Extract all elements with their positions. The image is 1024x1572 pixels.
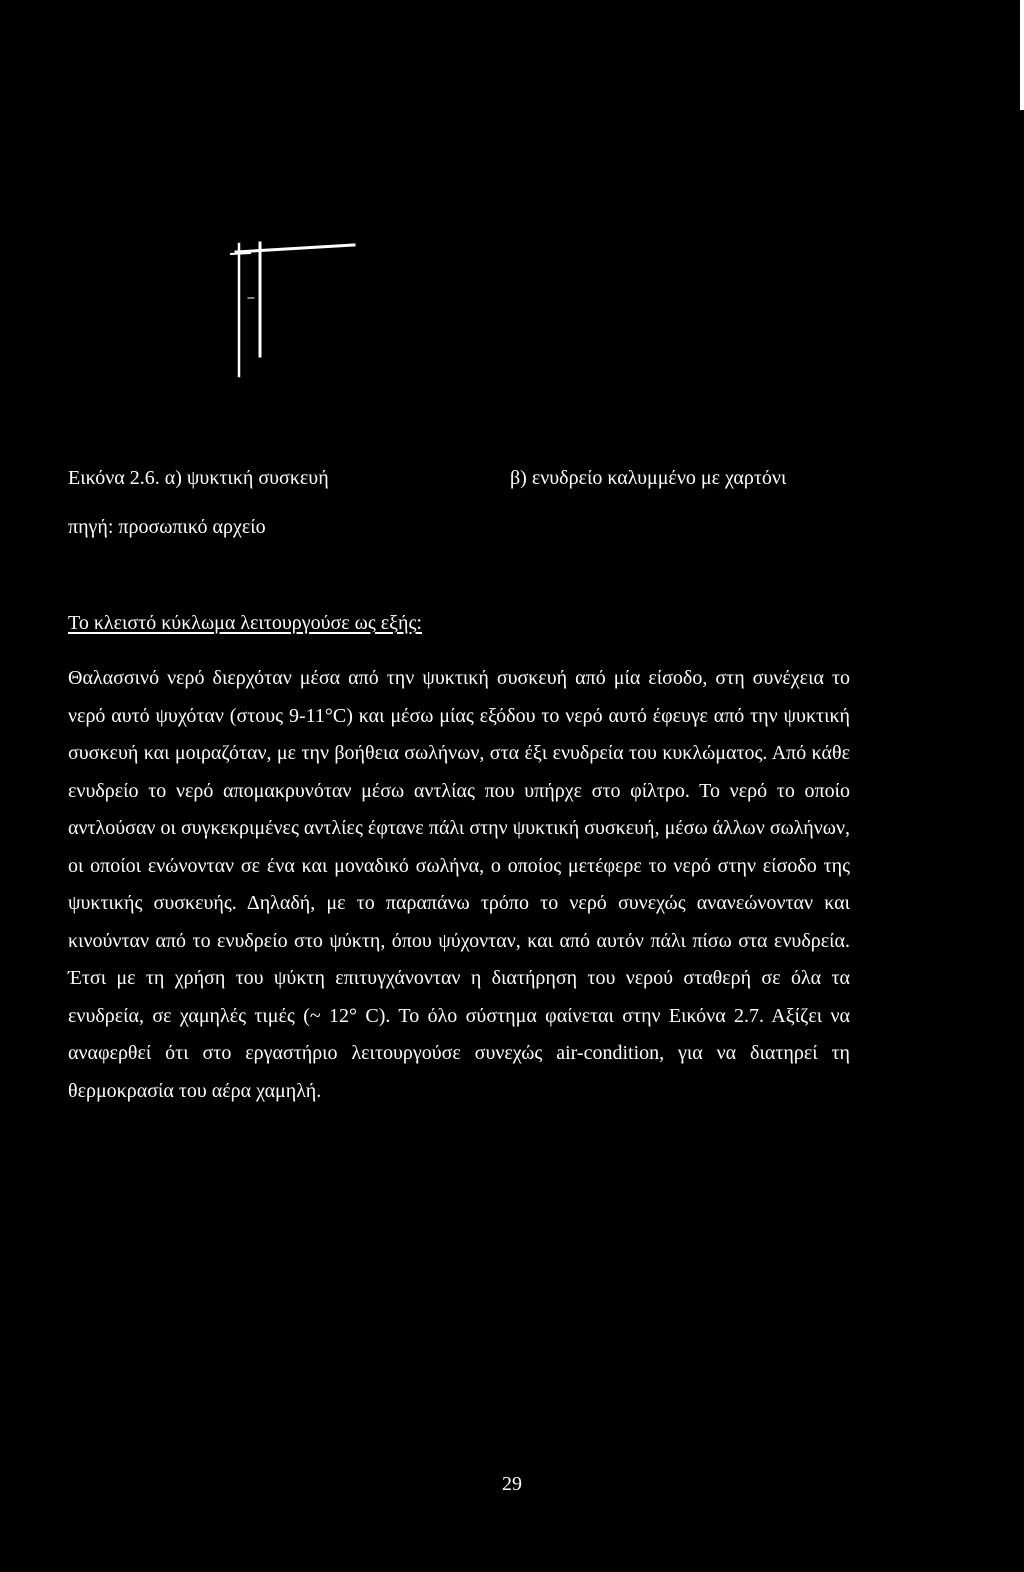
figure-caption-a: Εικόνα 2.6. α) ψυκτική συσκευή bbox=[68, 467, 329, 489]
page-edge-mark bbox=[1020, 0, 1024, 110]
section-heading: Το κλειστό κύκλωμα λειτουργούσε ως εξής: bbox=[68, 612, 422, 634]
page-number: 29 bbox=[502, 1473, 522, 1495]
body-paragraph: Θαλασσινό νερό διερχόταν μέσα από την ψυκτική συσκευή από μία είσοδο, στη συνέχεια το νερό αυτό ψυχόταν (στους 9-11°C) και μέσω μίας εξόδου το νερό αυτό έφευγε από την ψυκτική συσκευή και μοιραζόταν, με την βοήθεια σωλήνων, στα έξι ενυδρεία του κυκλώματος. Από κάθε ενυδρείο το νερό απομακρυνόταν μέσω αντλίας που υπήρχε στο φίλτρο. Το νερό το οποίο αντλούσαν οι συγκεκριμένες αντλίες έφτανε πάλι στην ψυκτική συσκευή, μέσω άλλων σωλήνων, οι οποίοι ενώνονταν σε ένα και μοναδικό σωλήνα, ο οποίος μετέφερε το νερό στην είσοδο της ψυκτικής συσκευής. Δηλαδή, με το παραπάνω τρόπο το νερό συνεχώς ανανεώνονταν και κινούνταν από το ενυδρείο στο ψύκτη, όπου ψύχονταν, και από αυτόν πάλι πίσω στα ενυδρεία. Έτσι με τη χρήση του ψύκτη επιτυγχάνονταν η διατήρηση του νερού σταθερή σε όλα τα ενυδρεία, σε χαμηλές τιμές (~ 12° C). Το όλο σύστημα φαίνεται στην Εικόνα 2.7. Αξίζει να αναφερθεί ότι στο εργαστήριο λειτουργούσε συνεχώς air-condition, για να διατηρεί τη θερμοκρασία του αέρα χαμηλή. bbox=[68, 667, 850, 1102]
figure-fragment bbox=[226, 238, 366, 388]
figure-caption-b: β) ενυδρείο καλυμμένο με χαρτόνι bbox=[510, 467, 787, 489]
figure-source: πηγή: προσωπικό αρχείο bbox=[68, 516, 266, 538]
